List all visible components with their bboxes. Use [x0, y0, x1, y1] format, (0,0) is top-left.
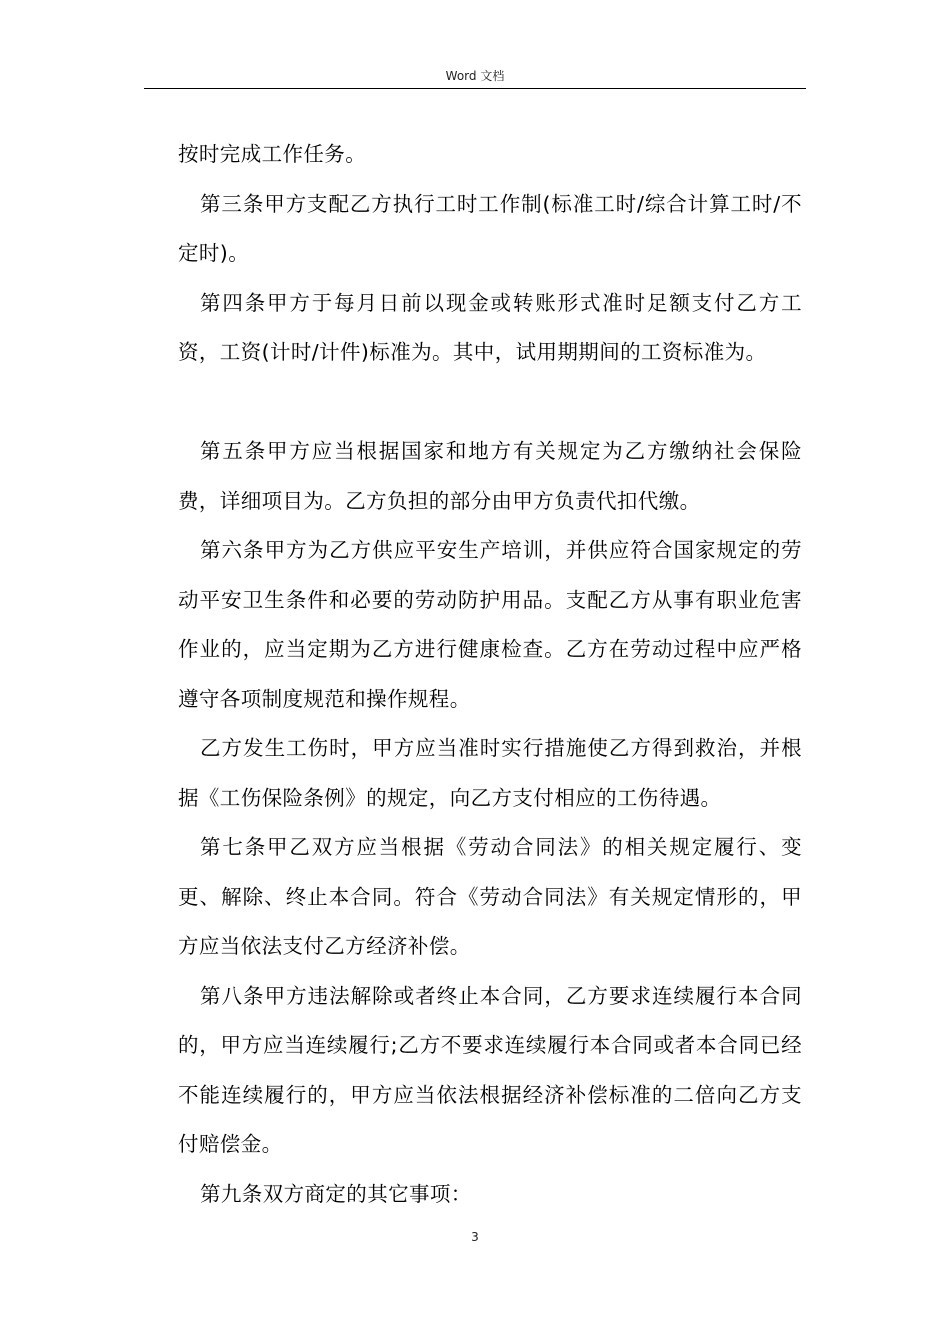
paragraph: 按时完成工作任务。	[178, 142, 367, 166]
document-body	[178, 130, 802, 1219]
paragraph: 第八条甲方违法解除或者终止本合同，乙方要求连续履行本合同的，甲方应当连续履行;乙方不要求连续履行本合同或者本合同已经不能连续履行的，甲方应当依法根据经济补偿标准的二倍向乙方支付赔偿金。	[178, 983, 802, 1156]
paragraph: 乙方发生工伤时，甲方应当准时实行措施使乙方得到救治，并根据《工伤保险条例》的规定，向乙方支付相应的工伤待遇。	[178, 736, 802, 810]
paragraph: 第九条双方商定的其它事项：	[200, 1181, 472, 1206]
paragraph: 第六条甲方为乙方供应平安生产培训，并供应符合国家规定的劳动平安卫生条件和必要的劳动防护用品。支配乙方从事有职业危害作业的，应当定期为乙方进行健康检查。乙方在劳动过程中应严格遵守各项制度规范和操作规程。	[178, 538, 802, 711]
page-header: Word 文档	[445, 69, 505, 83]
header-divider	[144, 88, 806, 89]
paragraph: 第三条甲方支配乙方执行工时工作制(标准工时/综合计算工时/不定时)。	[178, 191, 802, 265]
paragraph: 第五条甲方应当根据国家和地方有关规定为乙方缴纳社会保险费，详细项目为。乙方负担的部分由甲方负责代扣代缴。	[178, 439, 802, 513]
page-number: 3	[471, 1230, 479, 1244]
paragraph: 第七条甲乙双方应当根据《劳动合同法》的相关规定履行、变更、解除、终止本合同。符合《劳动合同法》有关规定情形的，甲方应当依法支付乙方经济补偿。	[178, 835, 802, 958]
paragraph: 第四条甲方于每月日前以现金或转账形式准时足额支付乙方工资，工资(计时/计件)标准为。其中，试用期期间的工资标准为。	[178, 290, 802, 364]
